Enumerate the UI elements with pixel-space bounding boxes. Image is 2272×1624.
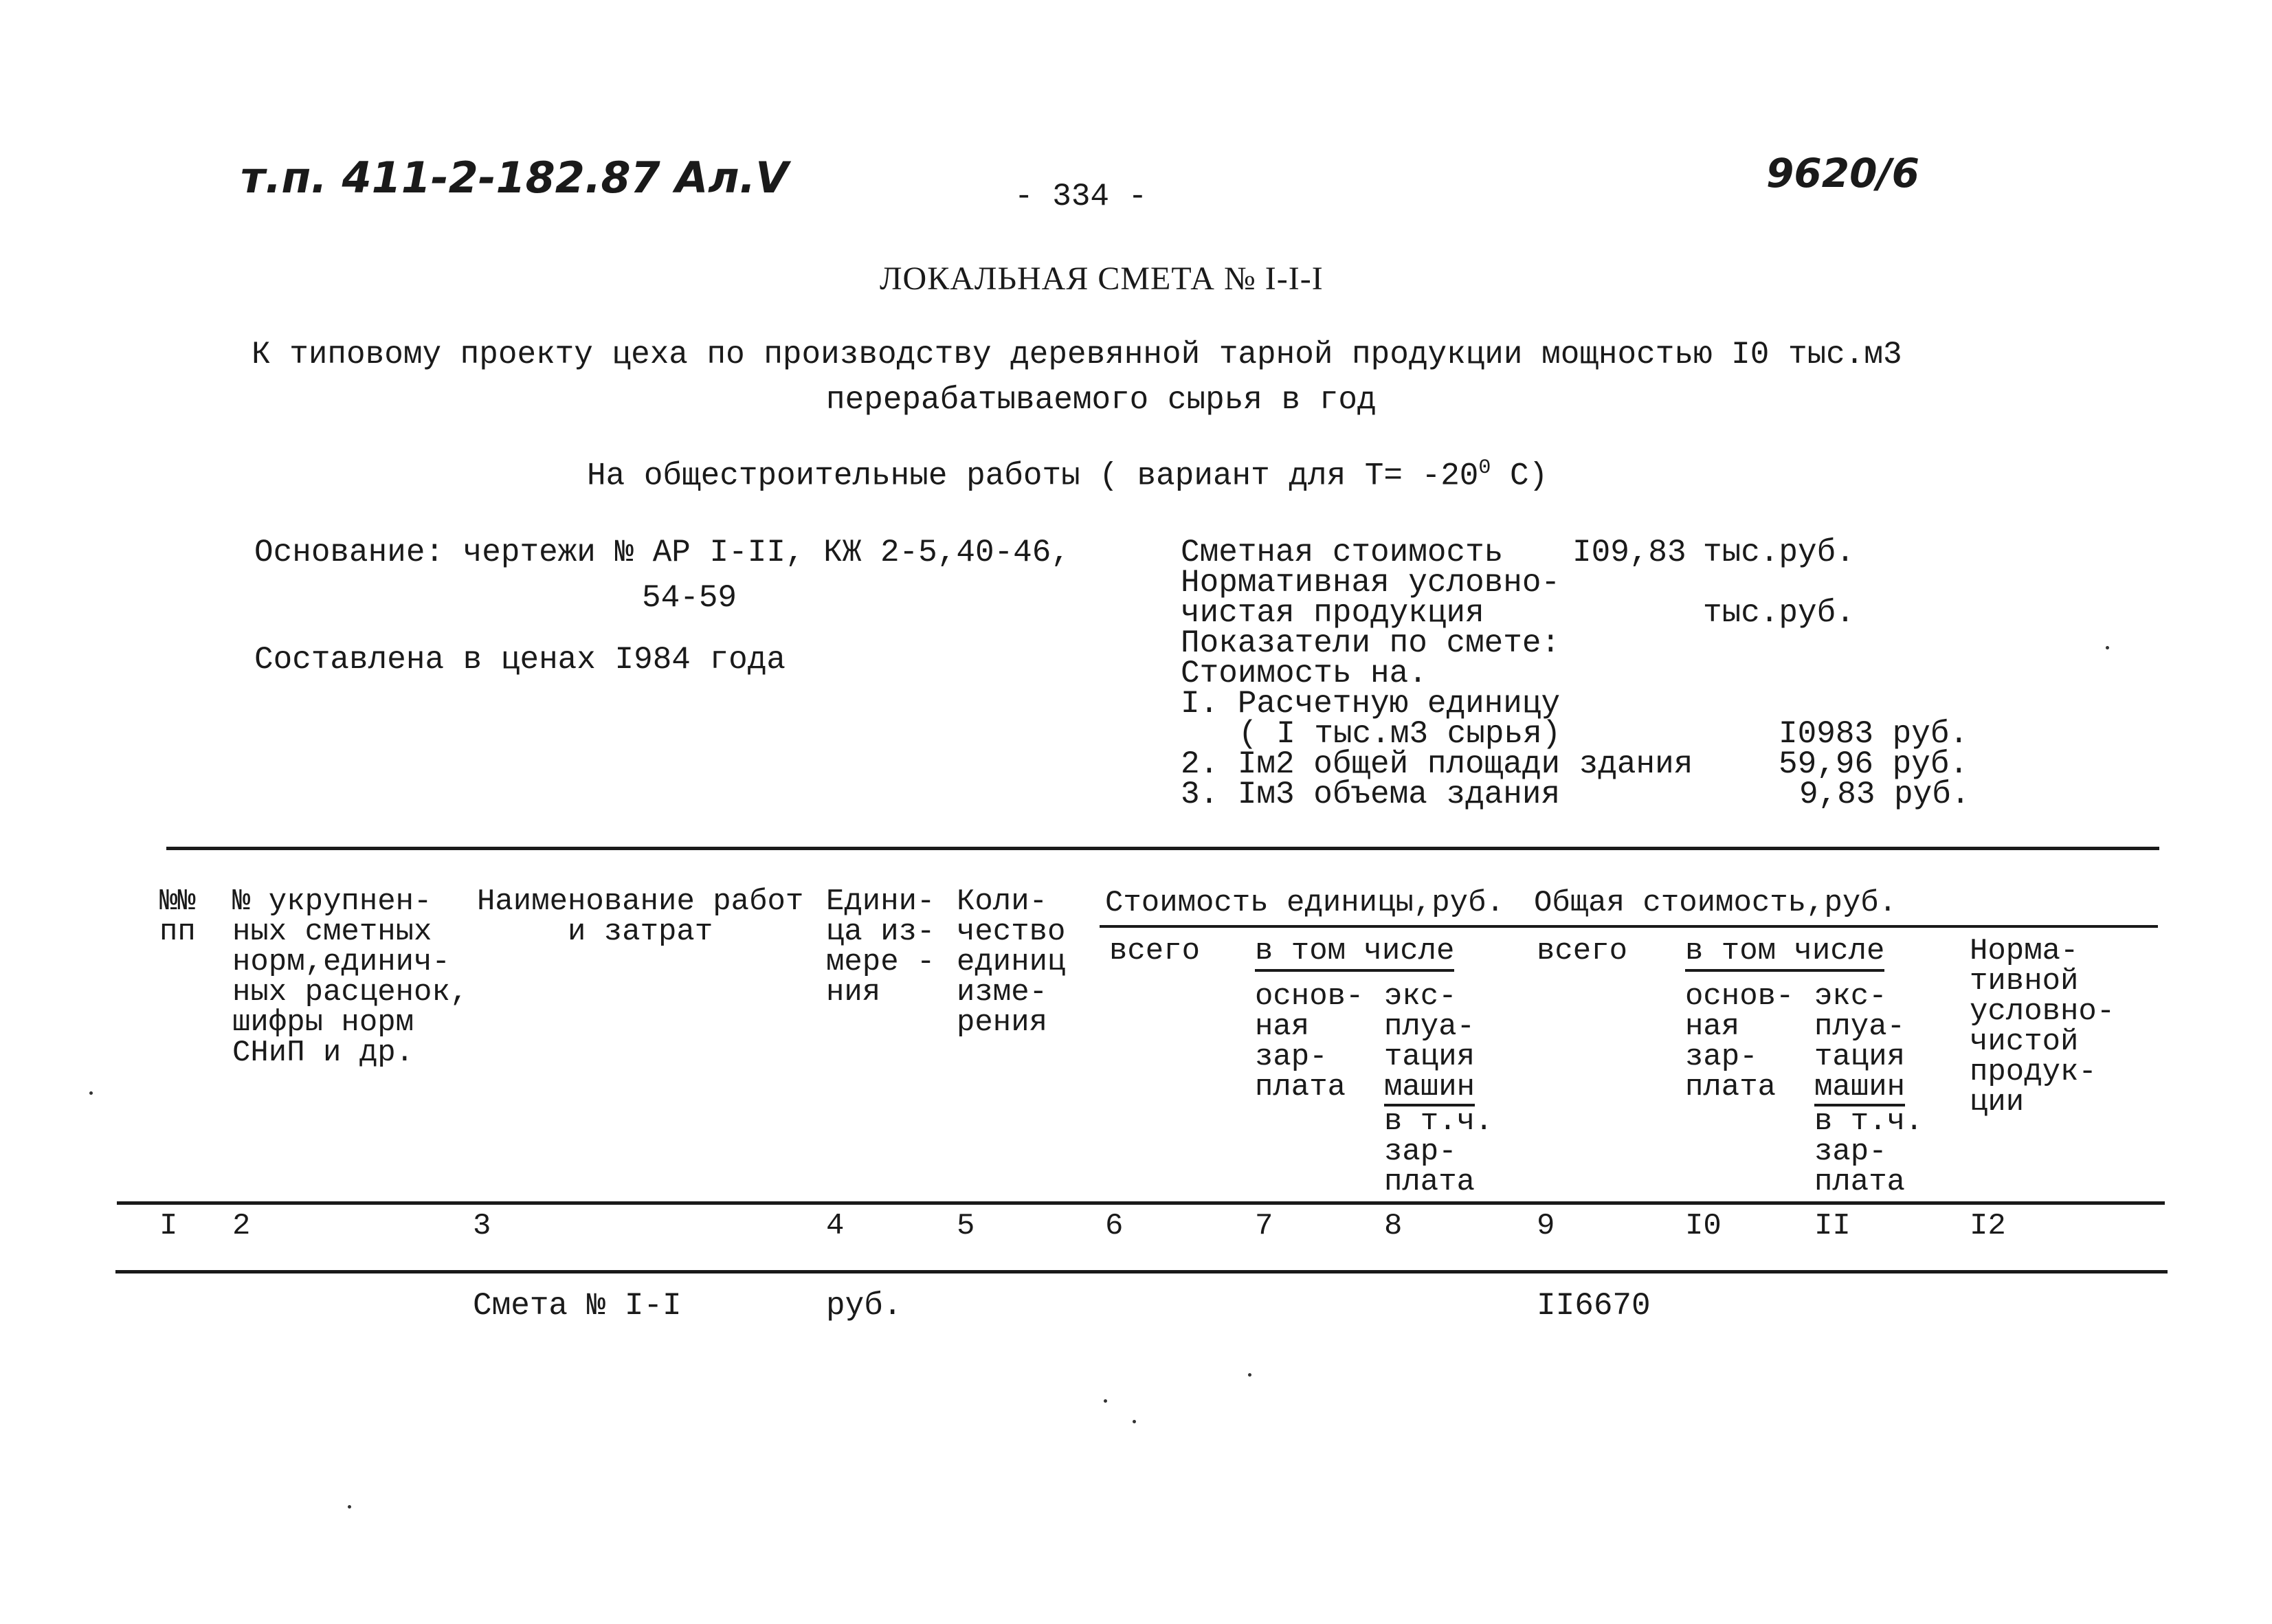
price-basis: Составлена в ценах I984 года (254, 642, 786, 678)
header-col2-line5: шифры норм (232, 1005, 414, 1040)
col-number-9: 9 (1537, 1209, 1555, 1243)
page-number: - 334 - (1014, 179, 1148, 214)
header-col7-line1: основ- (1255, 979, 1364, 1014)
header-col11-line3: тация (1814, 1040, 1906, 1074)
col-number-2: 2 (232, 1209, 251, 1243)
header-col2-line1: № укрупнен- (232, 885, 432, 919)
document-heading: ЛОКАЛЬНАЯ СМЕТА № I-I-I (880, 260, 1324, 297)
header-col8-line1: экс- (1384, 979, 1457, 1014)
header-col11-line5: в т.ч. (1814, 1104, 1924, 1139)
col-number-12: I2 (1970, 1209, 2006, 1243)
scan-speck (1133, 1420, 1136, 1423)
header-col12-line6: ции (1970, 1085, 2025, 1120)
header-col8-line7: плата (1384, 1165, 1475, 1199)
group-header-rule (1100, 925, 2158, 928)
normative-label-2: чистая продукция (1181, 595, 1484, 631)
scan-speck (348, 1505, 351, 1509)
header-total-cost-group: Общая стоимость,руб. (1534, 886, 1897, 920)
header-col7-line3: зар- (1255, 1040, 1328, 1074)
header-incl-total: в том числе (1685, 936, 1884, 972)
header-col2-line2: ных сметных (232, 915, 432, 949)
header-col2-line3: норм,единич- (232, 945, 450, 979)
indicators-label: Показатели по смете: (1181, 625, 1561, 661)
scan-speck (89, 1091, 93, 1095)
col-number-10: I0 (1685, 1209, 1722, 1243)
header-col10-line2: ная (1685, 1010, 1740, 1044)
header-col7-line2: ная (1255, 1010, 1310, 1044)
col-number-7: 7 (1255, 1209, 1273, 1243)
header-col2-line4: ных расценок, (232, 975, 469, 1010)
header-col8-line6: зар- (1384, 1135, 1457, 1169)
indicator-1-label: I. Расчетную единицу (1181, 686, 1561, 722)
header-col8-line3: тация (1384, 1040, 1475, 1074)
header-col5-line3: единиц (957, 945, 1066, 979)
normative-label-1: Нормативная условно- (1181, 565, 1561, 601)
col-number-4: 4 (826, 1209, 845, 1243)
header-unit-cost-group: Стоимость единицы,руб. (1105, 886, 1504, 920)
header-col5-line1: Коли- (957, 885, 1048, 919)
header-col4-line3: мере - (826, 945, 935, 979)
row-unit: руб. (826, 1288, 902, 1324)
header-col11-line1: экс- (1814, 979, 1887, 1014)
header-col10-line3: зар- (1685, 1040, 1758, 1074)
estimated-cost-value: I09,83 (1572, 535, 1686, 570)
header-col12-line4: чистой (1970, 1025, 2079, 1059)
header-col12-line5: продук- (1970, 1055, 2097, 1089)
header-col8-line2: плуа- (1384, 1010, 1475, 1044)
basis-line1: Основание: чертежи № АР I-II, КЖ 2-5,40-46, (254, 535, 1070, 570)
header-col11-line4: машин (1814, 1072, 1905, 1106)
table-top-rule (166, 847, 2159, 850)
header-col5-line2: чество (957, 915, 1066, 949)
document-subtitle-line1: К типовому проекту цеха по производству деревянной тарной продукции мощностью I0 тыс.м3 (252, 337, 1902, 372)
indicator-3-value: 9,83 руб. (1799, 777, 1970, 812)
scan-speck (2106, 646, 2109, 649)
cost-per-label: Стоимость на. (1181, 656, 1427, 691)
header-col11-line6: зар- (1814, 1135, 1887, 1169)
row-total: II6670 (1537, 1288, 1651, 1324)
header-col11-line7: плата (1814, 1165, 1906, 1199)
header-col7-line4: плата (1255, 1070, 1346, 1104)
header-col2-line6: СНиП и др. (232, 1036, 414, 1070)
header-col12-line1: Норма- (1970, 934, 2079, 968)
basis-line2: 54-59 (642, 580, 737, 616)
header-col8-line5: в т.ч. (1384, 1104, 1493, 1139)
works-description: На общестроительные работы ( вариант для $T= -20^0$ С) (587, 456, 1548, 494)
header-col5-line5: рения (957, 1005, 1048, 1040)
header-col9: всего (1537, 934, 1628, 968)
estimated-cost-unit: тыс.руб. (1703, 535, 1855, 570)
header-col11-line2: плуа- (1814, 1010, 1906, 1044)
header-col1-line2: пп (159, 915, 196, 949)
document-subtitle-line2: перерабатываемого сырья в год (826, 382, 1377, 418)
indicator-2-label: 2. Iм2 общей площади здания (1181, 746, 1693, 782)
sheet-code-stamp: 9620/6 (1766, 150, 1919, 197)
indicator-3-label: 3. Iм3 объема здания (1181, 777, 1561, 812)
estimated-cost-label: Сметная стоимость (1181, 535, 1504, 570)
header-col6: всего (1109, 934, 1201, 968)
header-col10-line1: основ- (1685, 979, 1794, 1014)
header-col3-line1: Наименование работ (477, 885, 804, 919)
header-col4-line1: Едини- (826, 885, 935, 919)
header-col8-line4: машин (1384, 1072, 1475, 1106)
row-name: Смета № I-I (473, 1288, 682, 1324)
col-number-8: 8 (1384, 1209, 1403, 1243)
indicator-2-value: 59,96 руб. (1779, 746, 1969, 782)
header-col4-line4: ния (826, 975, 881, 1010)
header-col1-line1: №№ (159, 885, 196, 919)
scan-speck (1248, 1373, 1251, 1377)
header-bottom-rule (117, 1201, 2165, 1205)
project-code-stamp: т.п. 411-2-182.87 Ал.V (241, 153, 789, 203)
header-col10-line4: плата (1685, 1070, 1777, 1104)
col-numbers-bottom-rule (115, 1270, 2168, 1273)
col-number-1: I (159, 1209, 178, 1243)
scan-speck (1104, 1399, 1107, 1403)
header-col12-line3: условно- (1970, 994, 2115, 1029)
header-col4-line2: ца из- (826, 915, 935, 949)
col-number-5: 5 (957, 1209, 975, 1243)
indicator-1-sub: ( I тыс.м3 сырья) (1238, 716, 1561, 752)
col-number-11: II (1814, 1209, 1851, 1243)
normative-unit: тыс.руб. (1703, 595, 1855, 631)
header-col5-line4: изме- (957, 975, 1048, 1010)
indicator-1-value: I0983 руб. (1779, 716, 1969, 752)
header-col3-line2: и затрат (568, 915, 713, 949)
header-col12-line2: тивной (1970, 964, 2079, 999)
header-incl-unit: в том числе (1255, 936, 1454, 972)
col-number-6: 6 (1105, 1209, 1124, 1243)
col-number-3: 3 (473, 1209, 491, 1243)
